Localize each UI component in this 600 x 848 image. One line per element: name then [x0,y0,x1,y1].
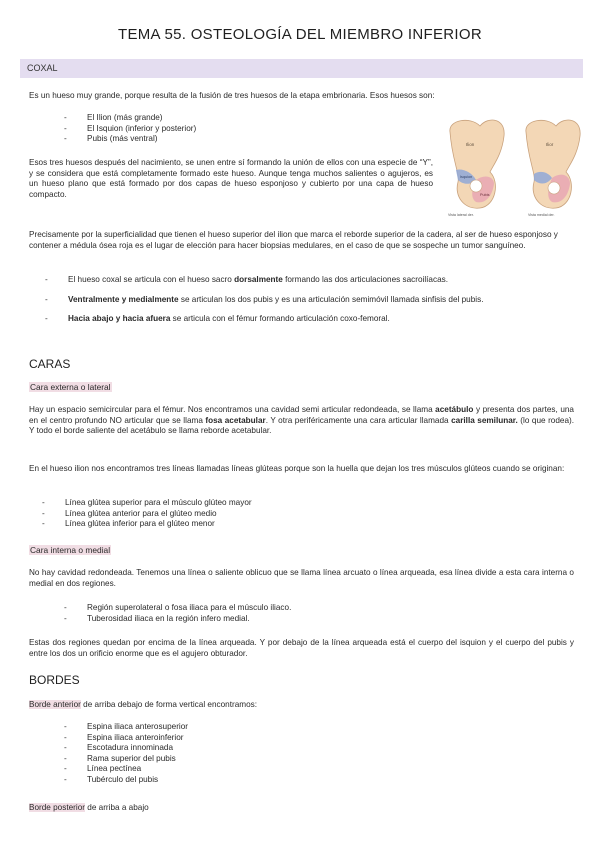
regions-list [64,603,464,624]
list-item: - Ventralmente y medialmente se articulan los dos pubis y es una articulación semimóvil llamada sinfisis del pubis. [45,295,575,306]
list-item: - Escotadura innominada [64,743,364,754]
list-item: - Tubérculo del pubis [64,775,364,786]
figure-caption: Vista medial der. [528,213,555,217]
figure-caption: Vista lateral der. [448,213,474,217]
subheading-borde-anterior: Borde anterior [29,700,81,709]
cara-interna-paragraph: No hay cavidad redondeada. Tenemos una línea o saliente oblicuo que se llama línea arcuato o línea arqueada, esa línea divide a esta cara interna o medial en dos regiones. [29,568,574,588]
borde-anterior-line: Borde anterior de arriba debajo de forma vertical encontramos: [29,700,258,709]
figure-label: Isquion [460,175,473,179]
intro-paragraph: Es un hueso muy grande, porque resulta de la fusión de tres huesos de la etapa embrionaria. Esos huesos son: [29,91,435,100]
list-item: - Hacia abajo y hacia afuera se articula con el fémur formando articulación coxo-femoral. [45,314,575,325]
list-item: - El hueso coxal se articula con el hueso sacro dorsalmente formando las dos articulaciones sacroilíacas. [45,275,575,286]
figure-label: Ilion [466,142,475,147]
list-item: - Pubis (más ventral) [64,134,364,145]
hip-bone-medial-illustration [526,120,580,208]
arcuate-line-paragraph: Estas dos regiones quedan por encima de la línea arqueada. Y por debajo de la línea arqueada está el cuerpo del isquion y el cuerpo del pubis y entre los dos un orificio enorme que es el agujero obturador. [29,638,574,658]
bones-list [64,113,364,145]
list-item: - Región superolateral o fosa iliaca para el músculo iliaco. [64,603,464,614]
page-title: TEMA 55. OSTEOLOGÍA DEL MIEMBRO INFERIOR [117,26,483,43]
superficial-paragraph: Precisamente por la superficialidad que tienen el hueso superior del ilion que marca el reborde superior de la cadera, al ser de hueso esponjoso y contener a médula ósea roja es el lugar de elección para hacer biopsias medulares, en el caso de que se sospeche un tumor sanguíneo. [29,230,558,250]
list-item: - Tuberosidad iliaca en la región infero medial. [64,614,464,625]
fusion-paragraph: Esos tres huesos después del nacimiento, se unen entre sí formando la unión de ellos con una especie de “Y”, y se considera que está completamente formado este hueso. Aunque tenga muchos salientes o agujeros, es un hueso plano que está formado por dos capas de hueso esponjoso y cubierto por una capa de hueso compacto. [29,158,433,199]
gluteal-lines-list [42,498,442,530]
section-band-coxal: COXAL [20,59,583,78]
list-item: - Línea pectínea [64,764,364,775]
list-item: - Línea glútea inferior para el glúteo menor [42,519,442,530]
list-item: - Espina iliaca anterosuperior [64,722,364,733]
gluteal-lines-paragraph: En el hueso ilion nos encontramos tres líneas llamadas líneas glúteas porque son la huella que dejan los tres músculos glúteos cuando se originan: [29,464,565,473]
subheading-cara-externa: Cara externa o lateral [30,382,111,392]
cara-externa-paragraph: Hay un espacio semicircular para el fémur. Nos encontramos una cavidad semi articular redondeada, se llama acetábulo y presenta dos partes, una en el centro profundo NO articular que se llama fosa acetabular. Y otra periféricamente una cara articular llamada carilla semilunar. (lo que rodea). Y todo el borde saliente del acetábulo se llama reborde acetabular. [29,405,575,436]
list-item: - El Ilion (más grande) [64,113,364,124]
subheading-cara-interna: Cara interna o medial [30,545,111,555]
articulations-list [45,275,575,325]
figure-label: Pubis [480,193,490,197]
heading-bordes: BORDES [29,673,80,687]
list-item: - El Isquion (inferior y posterior) [64,124,364,135]
subheading-borde-posterior: Borde posterior [29,803,85,812]
coxal-bone-figure [440,112,586,218]
list-item: - Línea glútea superior para el músculo glúteo mayor [42,498,442,509]
hip-bone-lateral-illustration [450,120,504,208]
borde-anterior-list [64,722,364,786]
heading-caras: CARAS [29,357,71,371]
list-item: - Espina iliaca anteroinferior [64,733,364,744]
list-item: - Línea glútea anterior para el glúteo medio [42,509,442,520]
borde-posterior-line: Borde posterior de arriba a abajo [29,803,149,812]
figure-label: Ilior [546,142,554,147]
list-item: - Rama superior del pubis [64,754,364,765]
